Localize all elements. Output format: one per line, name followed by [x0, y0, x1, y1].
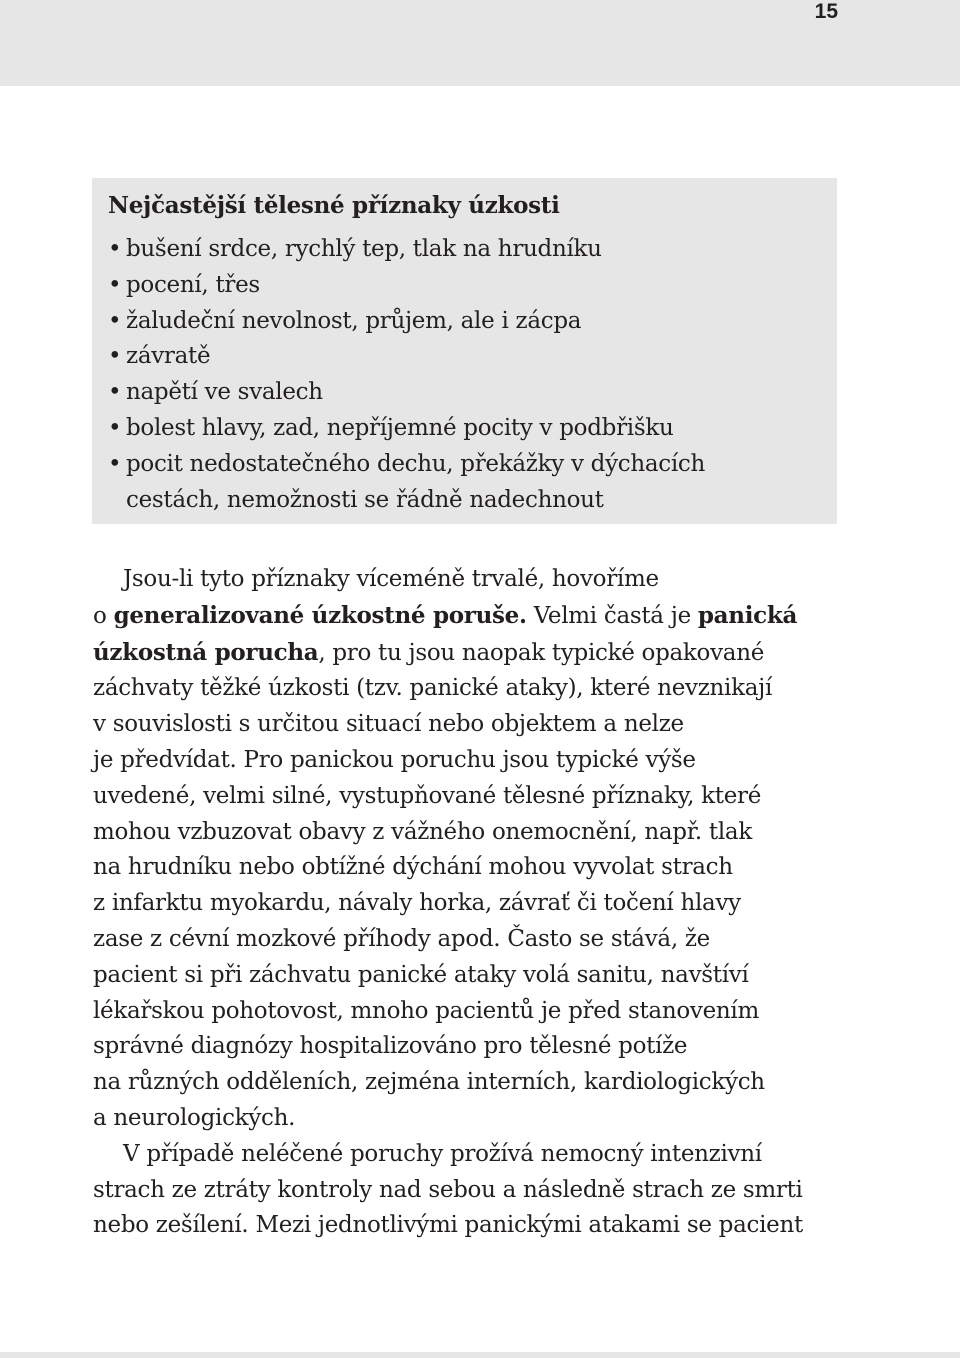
page-number: 15	[814, 0, 838, 23]
paragraph: V případě neléčené poruchy prožívá nemocný intenzivní strach ze ztráty kontroly nad sebou a následně strach ze smrti nebo zešílení. Mezi jednotlivými panickými atakami se pacient	[93, 1140, 803, 1239]
symptoms-list	[108, 232, 705, 518]
emphasis-term: panická	[697, 601, 798, 629]
bullet-icon: •	[108, 343, 122, 370]
emphasis-term: generalizované úzkostné poruše.	[113, 601, 527, 629]
list-item: • pocit nedostatečného dechu, překážky v dýchacích cestách, nemožnosti se řádně nadechnout	[108, 447, 705, 519]
footer-band	[0, 1352, 960, 1358]
emphasis-term: úzkostná porucha	[93, 638, 319, 666]
list-item: • žaludeční nevolnost, průjem, ale i zácpa	[108, 304, 705, 340]
bullet-icon: •	[108, 271, 122, 298]
bullet-icon: •	[108, 450, 122, 477]
list-item: • bolest hlavy, zad, nepříjemné pocity v podbřišku	[108, 411, 705, 447]
bullet-icon: •	[108, 236, 122, 262]
symptoms-box	[92, 178, 837, 524]
bullet-icon: •	[108, 307, 122, 334]
list-item: • napětí ve svalech	[108, 375, 705, 411]
bullet-icon: •	[108, 379, 122, 406]
list-item: • pocení, třes	[108, 268, 705, 304]
list-item: • bušení srdce, rychlý tep, tlak na hrudníku	[108, 232, 705, 268]
bullet-icon: •	[108, 414, 122, 441]
paragraph: Jsou-li tyto příznaky víceméně trvalé, hovoříme o generalizované úzkostné poruše. Velmi častá je panická úzkostná porucha, pro tu jsou naopak typické opakované záchvaty těžké úzkosti (tzv. panické ataky), které nevznikají v souvislosti s určitou situací nebo objektem a nelze je předvídat. Pro panickou poruchu jsou typické výše uvedené, velmi silné, vystupňované tělesné příznaky, které mohou vzbuzovat obavy z vážného onemocnění, např. tlak na hrudníku nebo obtížné dýchání mohou vyvolat strach z infarktu myokardu, návaly horka, závrať či točení hlavy zase z cévní mozkové příhody apod. Často se stává, že pacient si při záchvatu panické ataky volá sanitu, navštíví lékařskou pohotovost, mnoho pacientů je před stanovením správné diagnózy hospitalizováno pro tělesné potíže na různých odděleních, zejména interních, kardiologických a neurologických.	[93, 566, 798, 1131]
list-item: • závratě	[108, 339, 705, 375]
box-title: Nejčastější tělesné příznaky úzkosti	[108, 192, 560, 219]
body-text	[93, 562, 853, 1244]
